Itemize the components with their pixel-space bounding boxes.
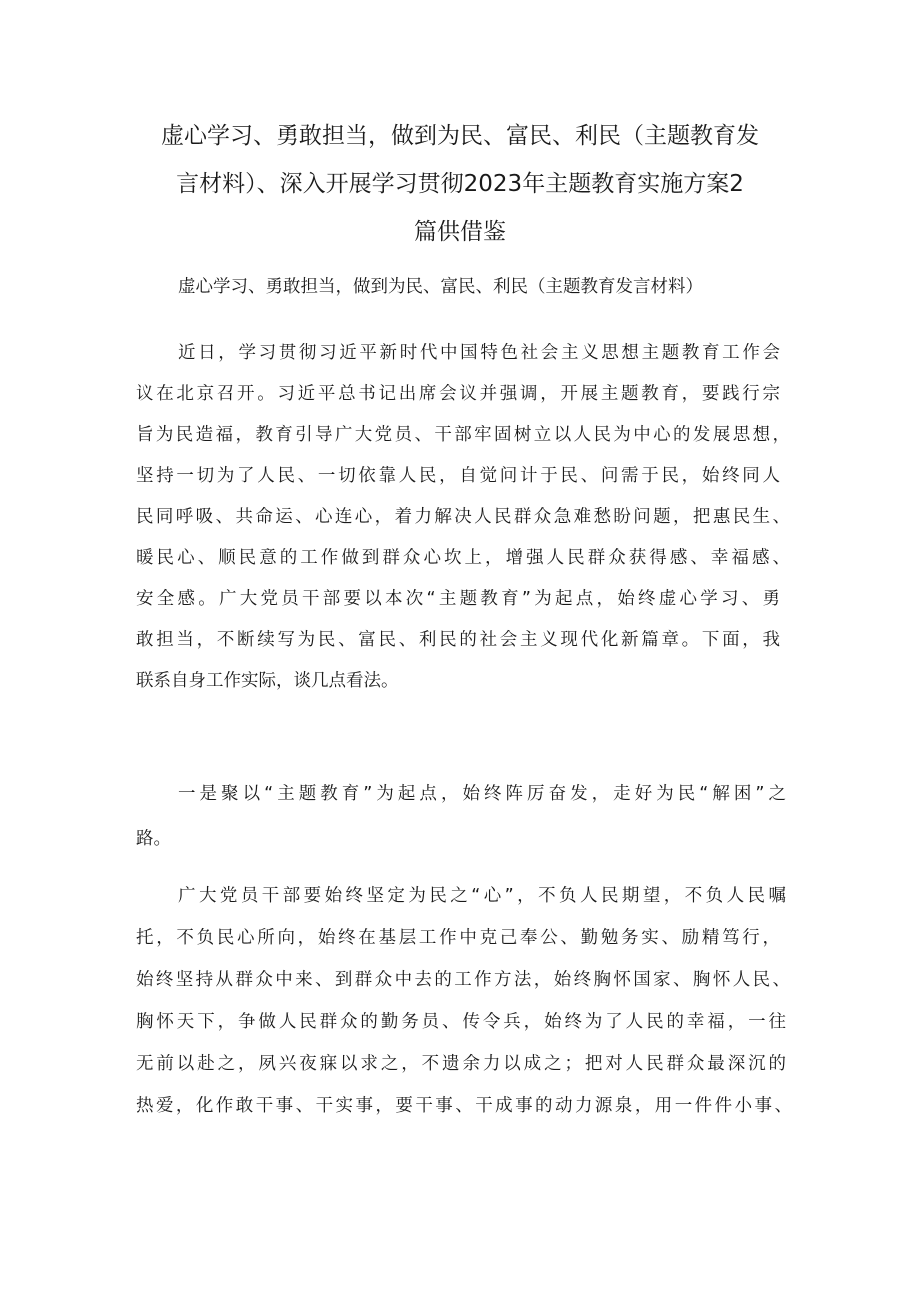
paragraph-line: 广大党员干部要始终坚定为民之“心”，不负人民期望，不负人民嘱	[178, 886, 786, 906]
paragraph-line: 托，不负民心所向，始终在基层工作中克己奉公、勤勉务实、励精笃行，	[136, 928, 780, 948]
paragraph-line: 坚持一切为了人民、一切依靠人民，自觉问计于民、问需于民，始终同人	[136, 466, 780, 486]
paragraph-line: 近日，学习贯彻习近平新时代中国特色社会主义思想主题教育工作会	[178, 343, 780, 363]
document-title	[130, 112, 790, 256]
paragraph-line: 路。	[136, 829, 171, 849]
title-line: 篇供借鉴	[414, 219, 506, 245]
document-subtitle: 虚心学习、勇敢担当，做到为民、富民、利民（主题教育发言材料）	[178, 277, 703, 297]
paragraph-line: 联系自身工作实际，谈几点看法。	[136, 671, 399, 691]
paragraph-line: 一是聚以“主题教育”为起点，始终阵厉奋发，走好为民“解困”之	[178, 784, 786, 804]
paragraph-line: 民同呼吸、共命运、心连心，着力解决人民群众急难愁盼问题，把惠民生、	[136, 507, 790, 527]
paragraph-line: 旨为民造福，教育引导广大党员、干部牢固树立以人民为中心的发展思想，	[136, 425, 790, 445]
title-line: 言材料）、深入开展学习贯彻2023年主题教育实施方案2	[176, 171, 744, 197]
paragraph-line: 暖民心、顺民意的工作做到群众心坎上，增强人民群众获得感、幸福感、	[136, 548, 790, 568]
paragraph-line: 热爱，化作敢干事、干实事，要干事、干成事的动力源泉，用一件件小事、	[136, 1096, 792, 1116]
paragraph-line: 议在北京召开。习近平总书记出席会议并强调，开展主题教育，要践行宗	[136, 384, 780, 404]
title-line: 虚心学习、勇敢担当，做到为民、富民、利民（主题教育发	[161, 123, 759, 149]
paragraph-line: 安全感。广大党员干部要以本次“主题教育”为起点，始终虚心学习、勇	[136, 589, 780, 609]
paragraph-line: 敢担当，不断续写为民、富民、利民的社会主义现代化新篇章。下面，我	[136, 630, 780, 650]
paragraph-line: 始终坚持从群众中来、到群众中去的工作方法，始终胸怀国家、胸怀人民、	[136, 970, 790, 990]
paragraph-line: 无前以赴之，夙兴夜寐以求之，不遗余力以成之；把对人民群众最深沉的	[136, 1054, 786, 1074]
paragraph-line: 胸怀天下，争做人民群众的勤务员、传令兵，始终为了人民的幸福，一往	[136, 1012, 786, 1032]
